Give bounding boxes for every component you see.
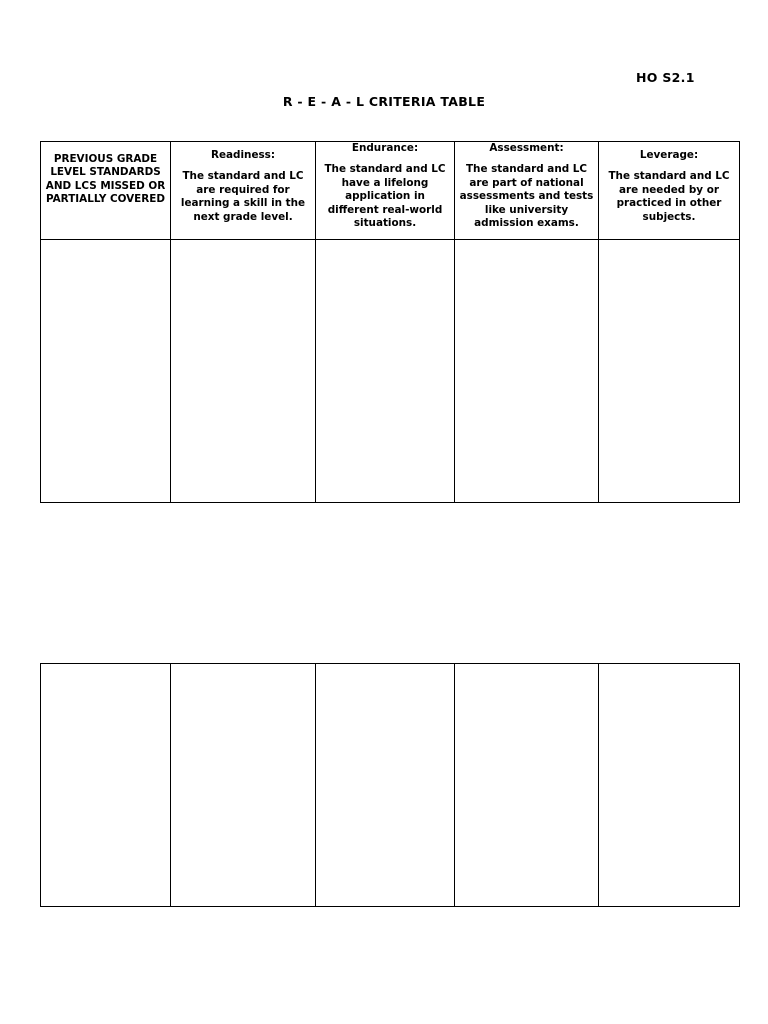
leverage-description: The standard and LC are needed by or practiced in other subjects. bbox=[608, 170, 730, 223]
header-cell-leverage bbox=[599, 142, 740, 240]
header-cell-assessment bbox=[455, 142, 599, 240]
empty-cell-previous-standards[interactable] bbox=[41, 664, 171, 907]
header-cell-readiness bbox=[171, 142, 316, 240]
empty-cell-leverage[interactable] bbox=[599, 664, 740, 907]
header-cell-endurance bbox=[316, 142, 455, 240]
empty-cell-endurance[interactable] bbox=[316, 240, 455, 503]
readiness-title: Readiness: bbox=[210, 149, 276, 161]
table-row bbox=[41, 664, 740, 907]
previous-standards-label: PREVIOUS GRADE LEVEL STANDARDS AND LCS MISSED OR PARTIALLY COVERED bbox=[45, 153, 166, 206]
empty-cell-endurance[interactable] bbox=[316, 664, 455, 907]
empty-cell-previous-standards[interactable] bbox=[41, 240, 171, 503]
readiness-description: The standard and LC are required for learning a skill in the next grade level. bbox=[180, 170, 306, 223]
header-cell-previous-standards bbox=[41, 142, 171, 240]
handout-code: HO S2.1 bbox=[636, 70, 695, 85]
table-row bbox=[41, 240, 740, 503]
empty-cell-readiness[interactable] bbox=[171, 664, 316, 907]
empty-cell-readiness[interactable] bbox=[171, 240, 316, 503]
endurance-title: Endurance: bbox=[351, 142, 419, 154]
empty-cell-assessment[interactable] bbox=[455, 664, 599, 907]
header-row bbox=[41, 142, 740, 240]
endurance-description: The standard and LC have a lifelong application in different real-world situations. bbox=[324, 163, 446, 230]
empty-cell-leverage[interactable] bbox=[599, 240, 740, 503]
criteria-table bbox=[40, 141, 740, 503]
leverage-title: Leverage: bbox=[639, 149, 699, 161]
assessment-description: The standard and LC are part of national assessments and tests like university admission exams. bbox=[459, 163, 594, 230]
continuation-table bbox=[40, 663, 740, 907]
empty-cell-assessment[interactable] bbox=[455, 240, 599, 503]
page-title: R - E - A - L CRITERIA TABLE bbox=[282, 94, 486, 109]
assessment-title: Assessment: bbox=[489, 142, 564, 154]
